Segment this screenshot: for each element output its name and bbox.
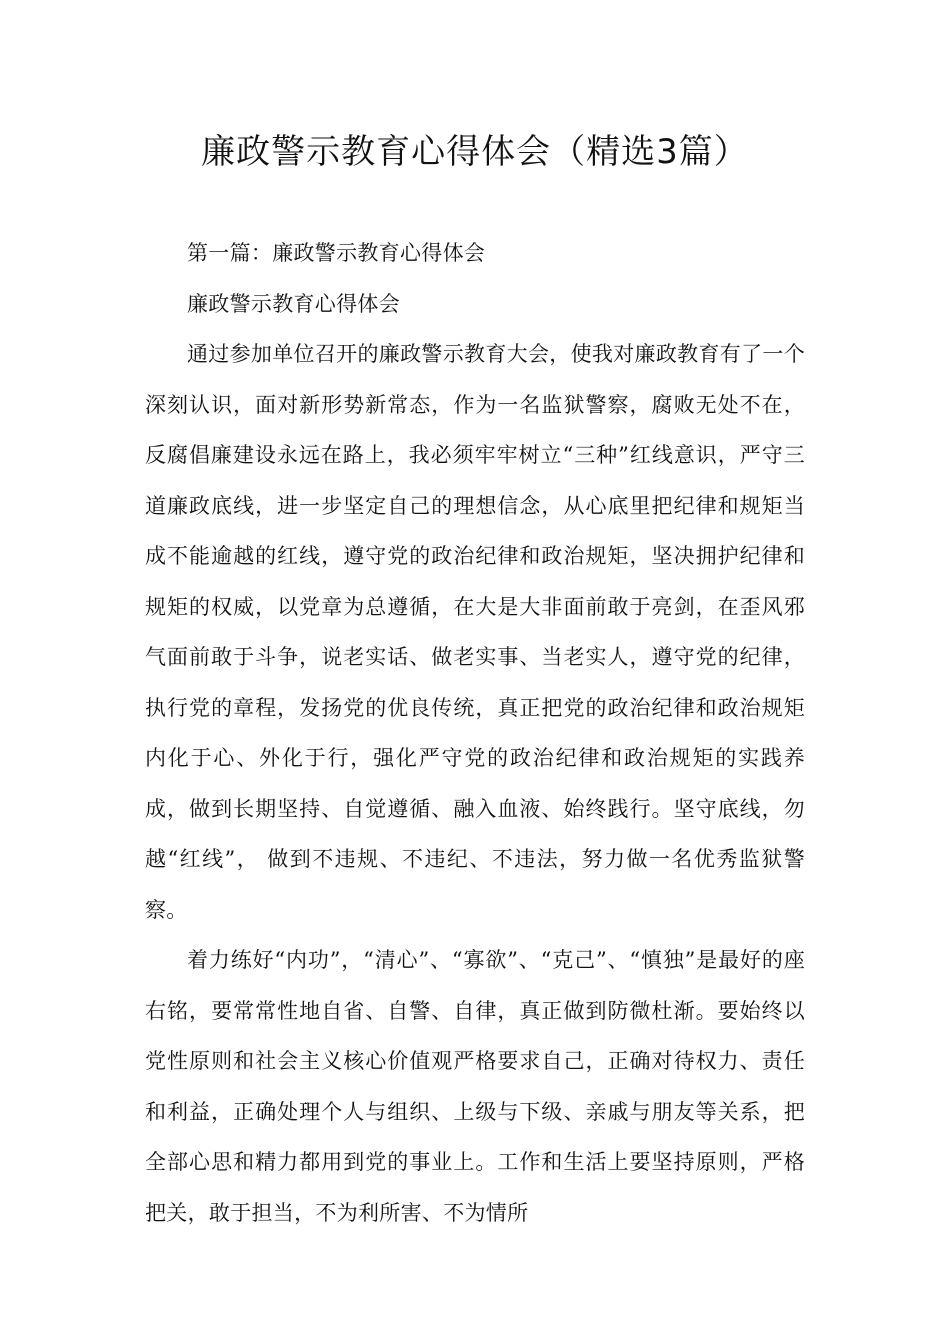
- document-body: [145, 228, 805, 1238]
- body-paragraph-1: 通过参加单位召开的廉政警示教育大会，使我对廉政教育有了一个深刻认识，面对新形势新常态，作为一名监狱警察，腐败无处不在，反腐倡廉建设永远在路上，我必须牢牢树立“三种”红线意识，严守三道廉政底线，进一步坚定自己的理想信念，从心底里把纪律和规矩当成不能逾越的红线，遵守党的政治纪律和政治规矩，坚决拥护纪律和规矩的权威，以党章为总遵循，在大是大非面前敢于亮剑，在歪风邪气面前敢于斗争，说老实话、做老实事、当老实人，遵守党的纪律，执行党的章程，发扬党的优良传统，真正把党的政治纪律和政治规矩内化于心、外化于行，强化严守党的政治纪律和政治规矩的实践养成，做到长期坚持、自觉遵循、融入血液、始终践行。坚守底线，勿越“红线”， 做到不违规、不违纪、不违法，努力做一名优秀监狱警察。: [145, 342, 805, 922]
- document-title: 廉政警示教育心得体会（精选3篇）: [201, 132, 749, 172]
- section-heading: 第一篇：廉政警示教育心得体会: [187, 241, 486, 265]
- subheading: 廉政警示教育心得体会: [187, 291, 400, 316]
- body-paragraph-2: 着力练好“内功”，“清心”、“寡欲”、“克己”、“慎独”是最好的座右铭，要常常性地自省、自警、自律，真正做到防微杜渐。要始终以党性原则和社会主义核心价值观严格要求自己，正确对待权力、责任和利益，正确处理个人与组织、上级与下级、亲戚与朋友等关系，把全部心思和精力都用到党的事业上。工作和生活上要坚持原则，严格把关，敢于担当，不为利所害、不为情所: [145, 948, 805, 1225]
